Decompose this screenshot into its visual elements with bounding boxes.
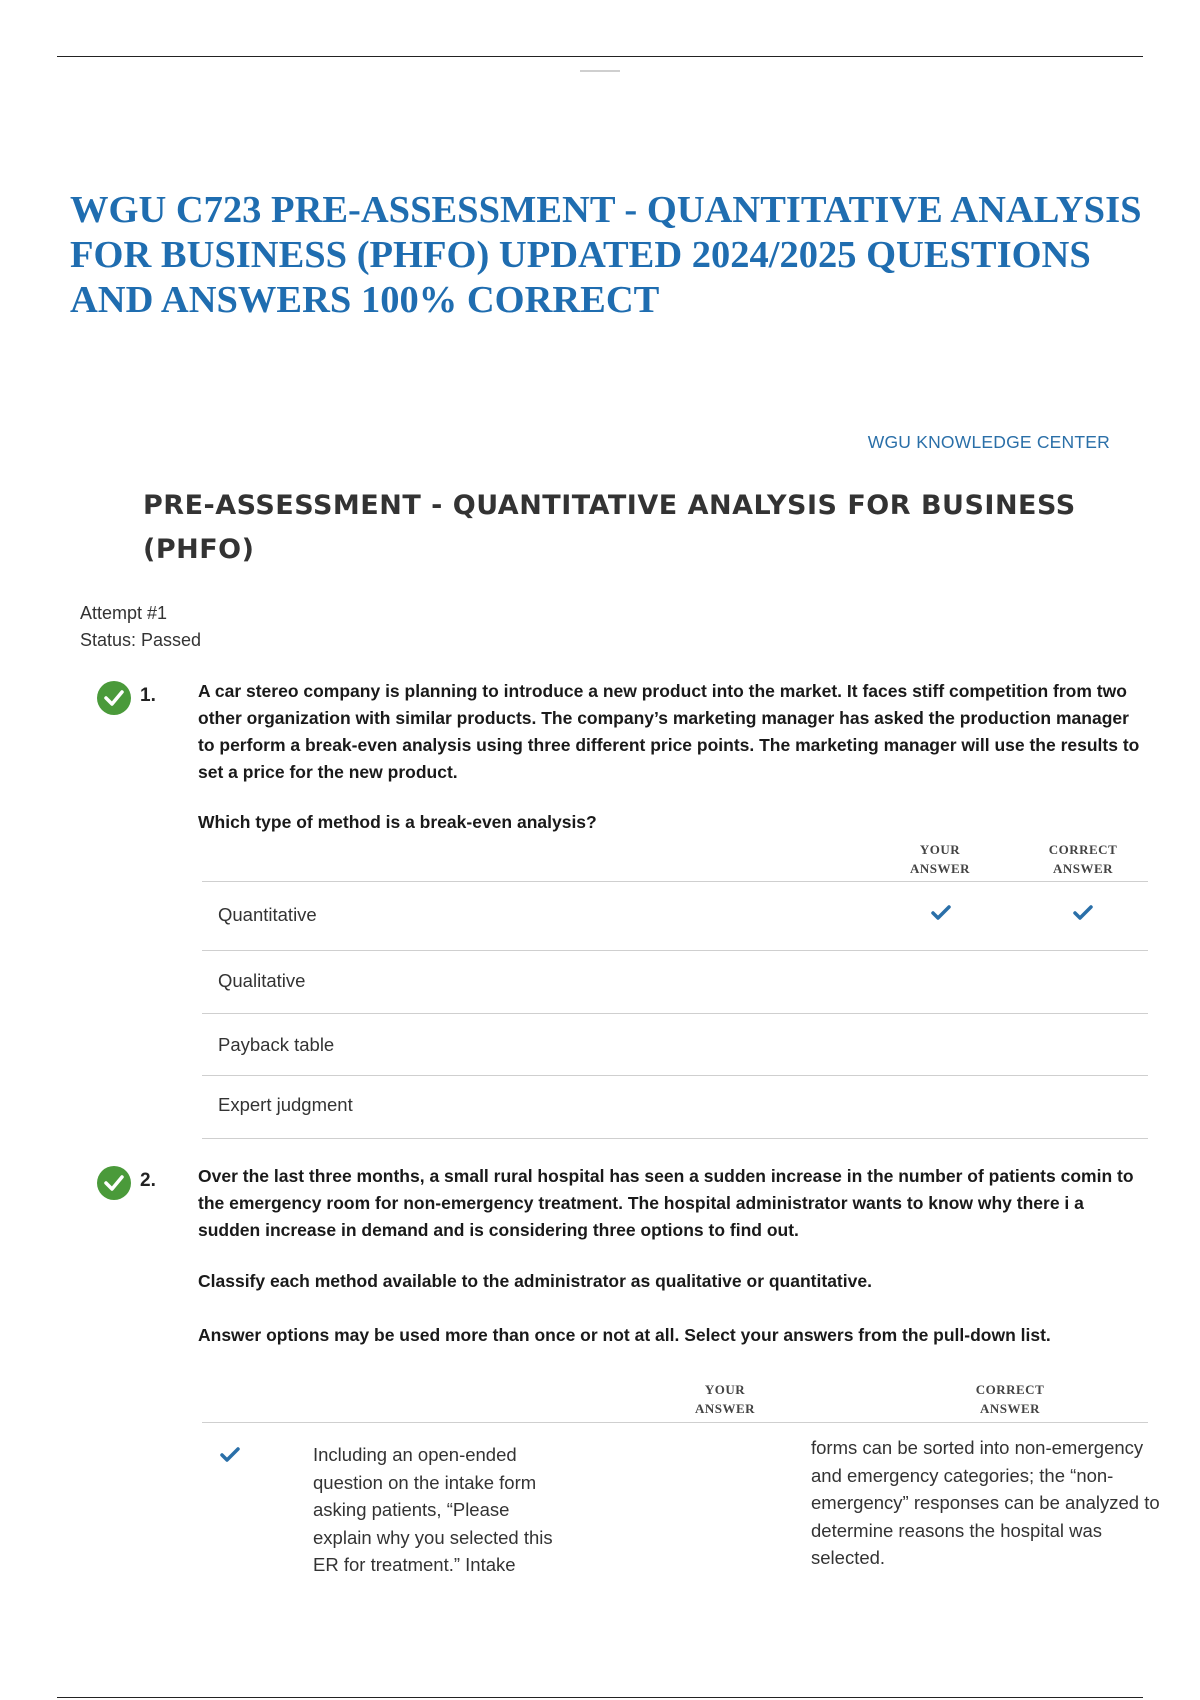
q1-option-expert-judgment[interactable]: Expert judgment [218, 1094, 353, 1115]
q1-your-answer-header: YOUR ANSWER [909, 842, 971, 876]
q1-row-divider [202, 1013, 1148, 1014]
document-title: WGU C723 PRE-ASSESSMENT - QUANTITATIVE ANALYSIS FOR BUSINESS (PHFO) UPDATED 2024/2025 QUESTIONS AND ANSWERS 100% CORRECT [70, 189, 1142, 321]
q1-stem: A car stereo company is planning to introduce a new product into the market. It faces stiff competition from two other organization with similar products. The company’s marketing manager has asked the production manager to perform a break-even analysis using three different price points. The marketing manager will use the results to set a price for the new product. [198, 681, 1140, 782]
q1-row-divider [202, 1075, 1148, 1076]
q1-row-divider [202, 881, 1148, 882]
bottom-rule [57, 1697, 1143, 1698]
q1-correct-answer-check-icon [1072, 904, 1094, 922]
q1-number: 1. [140, 685, 156, 706]
q1-option-quantitative[interactable]: Quantitative [218, 904, 317, 925]
q2-row1-method-text: Including an open-ended question on the intake form asking patients, “Please explain why you selected this ER for treatment.” Intake [313, 1444, 553, 1575]
q2-answer-options-note: Answer options may be used more than once or not at all. Select your answers from the pull-down list. [198, 1325, 1051, 1345]
q2-correct-icon [97, 1166, 131, 1200]
q1-your-answer-check-icon [930, 904, 952, 922]
assessment-title: PRE-ASSESSMENT - QUANTITATIVE ANALYSIS FOR BUSINESS (PHFO) [143, 490, 1076, 565]
q2-number: 2. [140, 1170, 156, 1191]
attempt-status: Status: Passed [80, 630, 202, 650]
q1-option-payback-table[interactable]: Payback table [218, 1034, 335, 1055]
attempt-number: Attempt #1 [80, 603, 168, 623]
q1-correct-answer-header: CORRECT ANSWER [1048, 842, 1118, 876]
q1-row-divider [202, 950, 1148, 951]
q1-row-divider [202, 1138, 1148, 1139]
q2-row1-continuation-text: forms can be sorted into non-emergency and emergency categories; the “non-emergency” responses can be analyzed to determine reasons the hospital was selected. [811, 1437, 1160, 1568]
q2-stem: Over the last three months, a small rural hospital has seen a sudden increase in the number of patients comin to the emergency room for non-emergency treatment. The hospital administrator wants to know why there i a sudden increase in demand and is considering three options to find out. [198, 1166, 1134, 1240]
header-mark [580, 70, 620, 72]
q2-correct-answer-header: CORRECT ANSWER [975, 1382, 1045, 1416]
q1-correct-icon [97, 681, 131, 715]
q2-row-divider [202, 1422, 1148, 1423]
q2-classify-prompt: Classify each method available to the administrator as qualitative or quantitative. [198, 1271, 872, 1291]
top-rule [57, 56, 1143, 57]
q2-your-answer-header: YOUR ANSWER [694, 1382, 756, 1416]
q1-prompt: Which type of method is a break-even analysis? [198, 812, 597, 832]
q1-option-qualitative[interactable]: Qualitative [218, 970, 306, 991]
knowledge-center-label: WGU KNOWLEDGE CENTER [867, 432, 1110, 452]
q2-row1-check-icon [219, 1446, 241, 1464]
attempt-meta [80, 600, 201, 654]
